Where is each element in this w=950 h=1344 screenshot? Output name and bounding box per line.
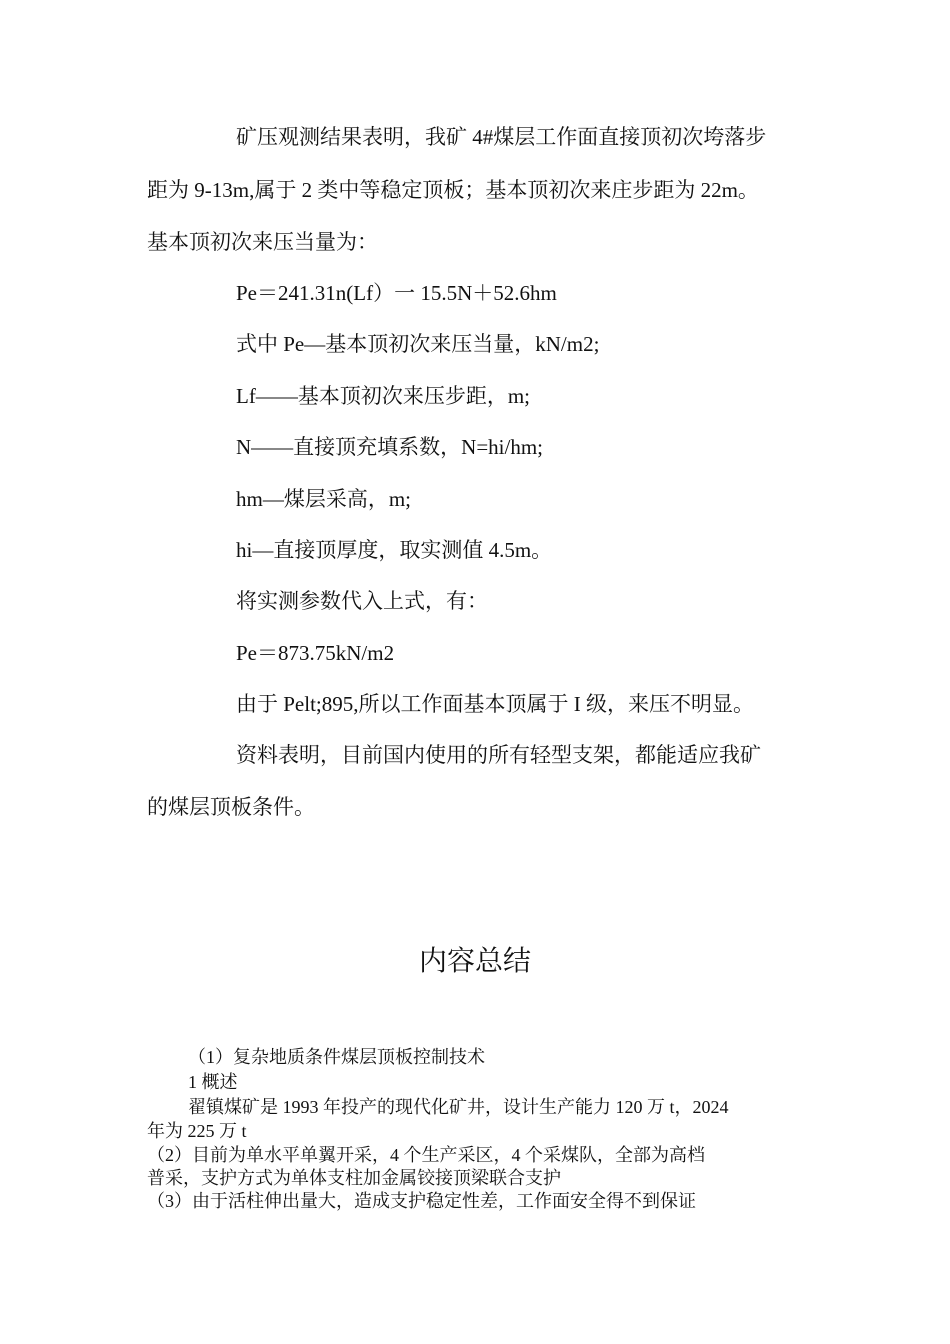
- definition-line: hi—直接顶厚度，取实测值 4.5m。: [236, 538, 553, 562]
- definition-line: Lf——基本顶初次来压步距，m;: [236, 384, 530, 408]
- definition-line: 式中 Pe—基本顶初次来压当量，kN/m2;: [236, 332, 600, 356]
- summary-line: 翟镇煤矿是 1993 年投产的现代化矿井，设计生产能力 120 万 t，2024: [188, 1097, 729, 1117]
- summary-line: 年为 225 万 t: [147, 1121, 247, 1141]
- summary-line: （2）目前为单水平单翼开采，4 个生产采区，4 个采煤队，全部为高档: [147, 1145, 705, 1165]
- body-paragraph-line: 距为 9-13m,属于 2 类中等稳定顶板；基本顶初次来庄步距为 22m。: [147, 178, 759, 202]
- body-paragraph-line: 由于 Pelt;895,所以工作面基本顶属于 I 级，来压不明显。: [236, 692, 754, 716]
- formula-result-line: Pe＝873.75kN/m2: [236, 641, 395, 665]
- definition-line: N——直接顶充填系数，N=hi/hm;: [236, 435, 544, 459]
- body-paragraph-line: 的煤层顶板条件。: [147, 795, 315, 819]
- body-paragraph-line: 将实测参数代入上式，有：: [236, 589, 488, 613]
- formula-line: Pe＝241.31n(Lf）一 15.5N＋52.6hm: [236, 281, 557, 305]
- definition-line: hm—煤层采高，m;: [236, 487, 412, 511]
- body-paragraph-line: 矿压观测结果表明，我矿 4#煤层工作面直接顶初次垮落步: [236, 125, 767, 149]
- body-paragraph-line: 资料表明，目前国内使用的所有轻型支架，都能适应我矿: [236, 743, 761, 767]
- summary-line: 1 概述: [188, 1072, 238, 1092]
- summary-line: 普采，支护方式为单体支柱加金属铰接顶梁联合支护: [147, 1168, 561, 1188]
- body-paragraph-line: 基本顶初次来压当量为：: [147, 230, 378, 254]
- summary-line: （3）由于活柱伸出量大，造成支护稳定性差，工作面安全得不到保证: [147, 1191, 696, 1211]
- summary-line: （1）复杂地质条件煤层顶板控制技术: [188, 1047, 485, 1067]
- summary-heading: 内容总结: [418, 946, 531, 977]
